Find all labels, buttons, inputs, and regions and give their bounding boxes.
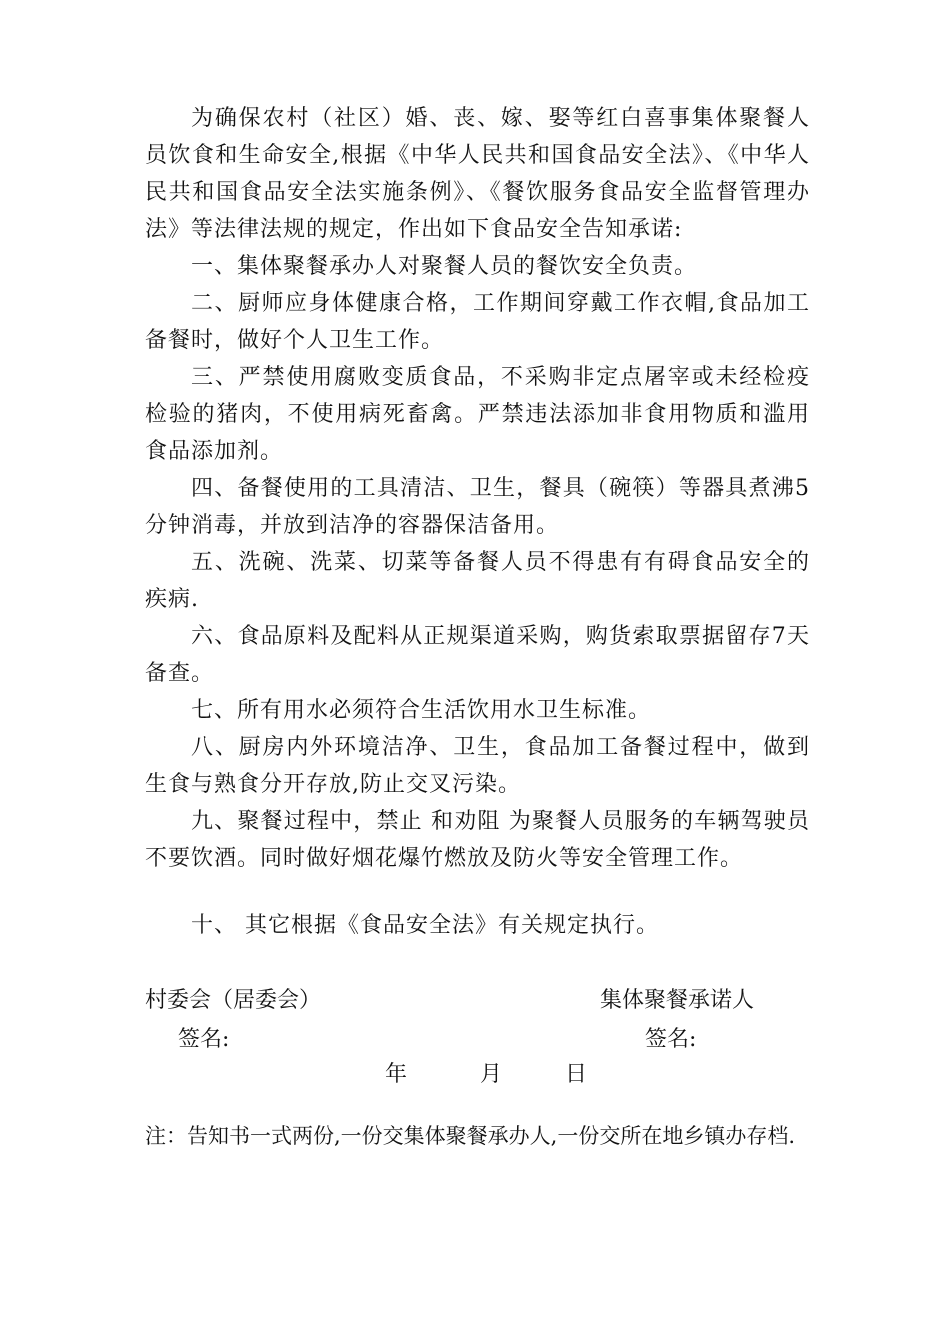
item-6: 六、食品原料及配料从正规渠道采购，购货索取票据留存7天备查。 [145, 624, 810, 686]
item-7: 七、所有用水必须符合生活饮用水卫生标准。 [191, 698, 652, 723]
item-2: 二、厨师应身体健康合格，工作期间穿戴工作衣帽,食品加工备餐时，做好个人卫生工作。 [145, 291, 810, 353]
left-signature-label: 签名: [178, 1027, 230, 1052]
item-4: 四、备餐使用的工具清洁、卫生，餐具（碗筷）等器具煮沸5分钟消毒，并放到洁净的容器保洁备用。 [145, 476, 810, 538]
date-year: 年 [385, 1062, 408, 1087]
date-month: 月 [480, 1062, 503, 1087]
intro-paragraph: 为确保农村（社区）婚、丧、嫁、娶等红白喜事集体聚餐人员饮食和生命安全,根据《中华人民共和国食品安全法》、《中华人民共和国食品安全法实施条例》、《餐饮服务食品安全监督管理办法》等法律法规的规定，作出如下食品安全告知承诺: [145, 106, 810, 242]
item-9: 九、聚餐过程中，禁止 和劝阻 为聚餐人员服务的车辆驾驶员不要饮酒。同时做好烟花爆竹燃放及防火等安全管理工作。 [145, 809, 810, 871]
item-3: 三、严禁使用腐败变质食品，不采购非定点屠宰或未经检疫检验的猪肉，不使用病死畜禽。严禁违法添加非食用物质和滥用食品添加剂。 [145, 365, 810, 464]
item-1: 一、集体聚餐承办人对聚餐人员的餐饮安全负责。 [191, 254, 698, 279]
promisor-label: 集体聚餐承诺人 [600, 988, 755, 1013]
footnote: 注：告知书一式两份,一份交集体聚餐承办人,一份交所在地乡镇办存档. [145, 1124, 796, 1148]
item-5: 五、洗碗、洗菜、切菜等备餐人员不得患有有碍食品安全的疾病. [145, 550, 810, 612]
item-8: 八、厨房内外环境洁净、卫生，食品加工备餐过程中，做到生食与熟食分开存放,防止交叉污染。 [145, 735, 810, 797]
right-signature-label: 签名: [645, 1027, 697, 1052]
date-day: 日 [565, 1062, 588, 1087]
paragraph-gap [145, 877, 810, 907]
notice-body [145, 100, 810, 944]
village-committee-label: 村委会（居委会） [145, 988, 322, 1013]
item-10: 十、 其它根据《食品安全法》有关规定执行。 [191, 913, 659, 938]
